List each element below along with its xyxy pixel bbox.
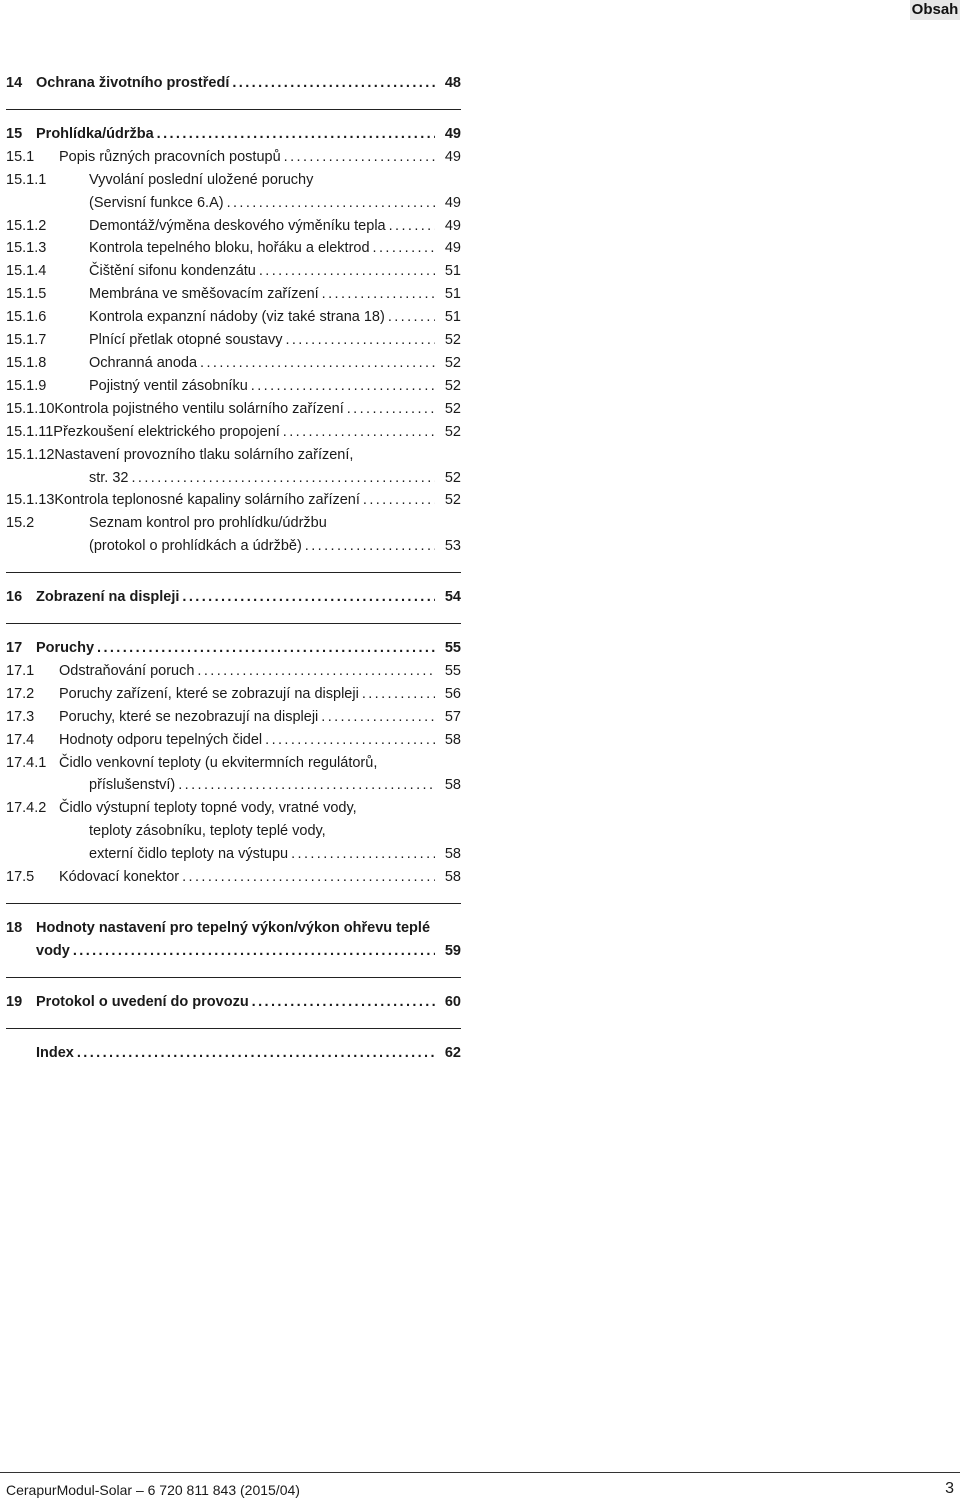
dot-leader xyxy=(363,489,435,512)
toc-entry[interactable] xyxy=(6,306,461,329)
toc-entry[interactable] xyxy=(6,421,461,444)
toc-section-15 xyxy=(6,109,461,558)
toc-title: Popis různých pracovních postupů xyxy=(59,148,281,165)
dot-leader xyxy=(132,467,436,490)
toc-title: Odstraňování poruch xyxy=(59,662,195,679)
dot-leader xyxy=(321,706,435,729)
toc-section-16 xyxy=(6,572,461,609)
toc-entry[interactable] xyxy=(6,917,461,940)
toc-title: Poruchy, které se nezobrazují na displeji xyxy=(59,708,319,725)
toc-title: Hodnoty odporu tepelných čidel xyxy=(59,731,263,748)
toc-entry[interactable] xyxy=(6,123,461,146)
toc-page: 54 xyxy=(444,589,461,606)
toc-entry[interactable] xyxy=(6,215,461,238)
toc-page: 60 xyxy=(444,993,461,1010)
toc-number: 14 xyxy=(6,75,23,91)
dot-leader xyxy=(97,637,435,660)
toc-page: 52 xyxy=(444,400,461,417)
toc-number: 16 xyxy=(6,589,23,606)
dot-leader xyxy=(73,940,435,963)
dot-leader xyxy=(265,729,435,752)
toc-entry[interactable] xyxy=(6,444,461,467)
toc-title: vody xyxy=(36,942,70,959)
toc-entry[interactable] xyxy=(6,637,461,660)
toc-entry[interactable] xyxy=(6,237,461,260)
dot-leader xyxy=(77,1042,435,1065)
toc-entry[interactable] xyxy=(6,660,461,683)
toc-section-19 xyxy=(6,977,461,1014)
toc-page: 52 xyxy=(444,377,461,394)
toc-entry[interactable] xyxy=(6,489,461,512)
toc-title: Kontrola tepelného bloku, hořáku a elektrod xyxy=(89,240,370,257)
toc-title: Ochrana životního prostředí xyxy=(36,75,230,91)
toc-title: 15.1.12Nastavení provozního tlaku solárního zařízení, xyxy=(6,446,354,463)
toc-number: 15.2 xyxy=(6,515,35,532)
toc-page: 49 xyxy=(444,194,461,211)
toc-section-14 xyxy=(6,60,461,95)
footer-divider xyxy=(0,1472,960,1473)
dot-leader xyxy=(284,146,435,169)
toc-page: 48 xyxy=(444,75,461,91)
toc-page: 49 xyxy=(444,125,461,142)
toc-page: 58 xyxy=(444,869,461,886)
toc-entry[interactable] xyxy=(6,683,461,706)
toc-page: 51 xyxy=(444,263,461,280)
toc-title: Poruchy zařízení, které se zobrazují na displeji xyxy=(59,685,359,702)
toc-entry-continuation[interactable] xyxy=(6,940,461,963)
toc-number: 17.4.1 xyxy=(6,754,47,771)
toc-page: 58 xyxy=(444,731,461,748)
toc-title: Hodnoty nastavení pro tepelný výkon/výkon ohřevu teplé xyxy=(36,920,431,936)
toc-section-18 xyxy=(6,903,461,963)
dot-leader xyxy=(182,586,435,609)
toc-number: 17.3 xyxy=(6,708,35,725)
toc-title: příslušenství) xyxy=(89,777,176,794)
dot-leader xyxy=(388,306,435,329)
toc-title: Kontrola expanzní nádoby (viz také strana 18) xyxy=(89,309,385,326)
toc-section-index xyxy=(6,1028,461,1065)
toc-entry[interactable] xyxy=(6,72,461,95)
dot-leader xyxy=(227,192,435,215)
dot-leader xyxy=(362,683,435,706)
toc-title: Kódovací konektor xyxy=(59,869,180,886)
toc-title: teploty zásobníku, teploty teplé vody, xyxy=(89,823,326,840)
toc-title: (protokol o prohlídkách a údržbě) xyxy=(89,538,302,555)
toc-page: 49 xyxy=(444,240,461,257)
toc-title: (Servisní funkce 6.A) xyxy=(89,194,224,211)
toc-page: 52 xyxy=(444,469,461,486)
toc-title: Čidlo výstupní teploty topné vody, vratné vody, xyxy=(59,800,357,817)
toc-title: Čidlo venkovní teploty (u ekvitermních regulátorů, xyxy=(59,754,378,771)
toc-entry[interactable] xyxy=(6,797,461,820)
toc-page: 52 xyxy=(444,423,461,440)
toc-number: 17.2 xyxy=(6,685,35,702)
toc-entry[interactable] xyxy=(6,512,461,535)
toc-entry-continuation[interactable] xyxy=(6,535,461,558)
toc-page: 57 xyxy=(444,708,461,725)
toc-number: 17.4 xyxy=(6,731,35,748)
toc-title: Poruchy xyxy=(36,640,95,657)
toc-title: Ochranná anoda xyxy=(89,354,198,371)
toc-title: 15.1.13Kontrola teplonosné kapaliny solárního zařízení xyxy=(6,492,360,509)
dot-leader xyxy=(251,375,435,398)
toc-page: 52 xyxy=(444,492,461,509)
toc-number: 15.1.4 xyxy=(6,263,47,280)
dot-leader xyxy=(252,991,435,1014)
toc-title: Pojistný ventil zásobníku xyxy=(89,377,248,394)
toc-number: 15.1 xyxy=(6,148,35,165)
toc-number: 17 xyxy=(6,640,23,657)
toc-number: 15.1.1 xyxy=(6,171,47,188)
dot-leader xyxy=(305,535,435,558)
toc-number: 17.1 xyxy=(6,662,35,679)
toc-page: 55 xyxy=(444,640,461,657)
toc-entry[interactable] xyxy=(6,169,461,192)
toc-title: Prohlídka/údržba xyxy=(36,125,154,142)
toc-number: 15.1.7 xyxy=(6,332,47,349)
toc-number: 19 xyxy=(6,993,23,1010)
toc-entry[interactable] xyxy=(6,586,461,609)
dot-leader xyxy=(259,260,435,283)
toc-page: 52 xyxy=(444,332,461,349)
toc-page: 52 xyxy=(444,354,461,371)
toc-page: 51 xyxy=(444,286,461,303)
toc-title: Membrána ve směšovacím zařízení xyxy=(89,286,319,303)
dot-leader xyxy=(373,237,435,260)
toc-page: 58 xyxy=(444,777,461,794)
toc-page: 56 xyxy=(444,685,461,702)
toc-entry[interactable] xyxy=(6,352,461,375)
toc-page: 51 xyxy=(444,309,461,326)
toc-page: 58 xyxy=(444,846,461,863)
dot-leader xyxy=(157,123,435,146)
toc-title: str. 32 xyxy=(89,469,129,486)
toc-entry-continuation[interactable] xyxy=(6,192,461,215)
toc-number: 15.1.2 xyxy=(6,217,47,234)
toc-title: Čištění sifonu kondenzátu xyxy=(89,263,256,280)
toc-section-17 xyxy=(6,623,461,889)
toc-entry-continuation[interactable] xyxy=(6,820,461,843)
dot-leader xyxy=(285,329,435,352)
toc-title: Demontáž/výměna deskového výměníku tepla xyxy=(89,217,386,234)
dot-leader xyxy=(291,843,435,866)
section-header-tab: Obsah xyxy=(911,1,959,18)
toc-number: 15.1.9 xyxy=(6,377,47,394)
dot-leader xyxy=(347,398,435,421)
toc-entry[interactable] xyxy=(6,283,461,306)
toc-entry[interactable] xyxy=(6,1042,461,1065)
toc-entry[interactable] xyxy=(6,752,461,775)
toc-entry[interactable] xyxy=(6,706,461,729)
toc-title: 15.1.10Kontrola pojistného ventilu solárního zařízení xyxy=(6,400,344,417)
toc-number: 18 xyxy=(6,920,23,936)
toc-entry[interactable] xyxy=(6,991,461,1014)
toc-page: 49 xyxy=(444,148,461,165)
toc-title: Index xyxy=(36,1044,74,1061)
footer-document-id: CerapurModul-Solar – 6 720 811 843 (2015/04) xyxy=(6,1482,300,1498)
toc-title: Plnící přetlak otopné soustavy xyxy=(89,332,283,349)
toc-page: 62 xyxy=(444,1044,461,1061)
toc-entry[interactable] xyxy=(6,375,461,398)
toc-entry[interactable] xyxy=(6,866,461,889)
toc-title: Vyvolání poslední uložené poruchy xyxy=(89,171,314,188)
toc-page: 59 xyxy=(444,942,461,959)
toc-entry[interactable] xyxy=(6,398,461,421)
toc-entry-continuation[interactable] xyxy=(6,843,461,866)
toc-entry[interactable] xyxy=(6,329,461,352)
dot-leader xyxy=(322,283,435,306)
dot-leader xyxy=(283,421,435,444)
toc-number: 15.1.6 xyxy=(6,309,47,326)
toc-number: 15.1.8 xyxy=(6,354,47,371)
toc-page: 53 xyxy=(444,538,461,555)
toc-number: 15.1.5 xyxy=(6,286,47,303)
table-of-contents xyxy=(6,60,461,1065)
dot-leader xyxy=(197,660,435,683)
toc-title: Zobrazení na displeji xyxy=(36,589,180,606)
dot-leader xyxy=(200,352,435,375)
toc-title: 15.1.11Přezkoušení elektrického propojení xyxy=(6,423,280,440)
footer-page-number: 3 xyxy=(945,1480,954,1497)
toc-title: Protokol o uvedení do provozu xyxy=(36,993,249,1010)
toc-entry-continuation[interactable] xyxy=(6,467,461,490)
dot-leader xyxy=(232,72,435,95)
toc-title: Seznam kontrol pro prohlídku/údržbu xyxy=(89,515,327,532)
toc-entry-continuation[interactable] xyxy=(6,774,461,797)
toc-entry[interactable] xyxy=(6,729,461,752)
dot-leader xyxy=(178,774,435,797)
toc-page: 55 xyxy=(444,662,461,679)
dot-leader xyxy=(389,215,435,238)
toc-page: 49 xyxy=(444,217,461,234)
toc-number: 17.5 xyxy=(6,869,35,886)
toc-number: 15 xyxy=(6,125,23,142)
toc-entry[interactable] xyxy=(6,260,461,283)
toc-entry[interactable] xyxy=(6,146,461,169)
toc-title: externí čidlo teploty na výstupu xyxy=(89,846,289,863)
toc-number: 17.4.2 xyxy=(6,800,47,817)
dot-leader xyxy=(182,866,435,889)
toc-number: 15.1.3 xyxy=(6,240,47,257)
